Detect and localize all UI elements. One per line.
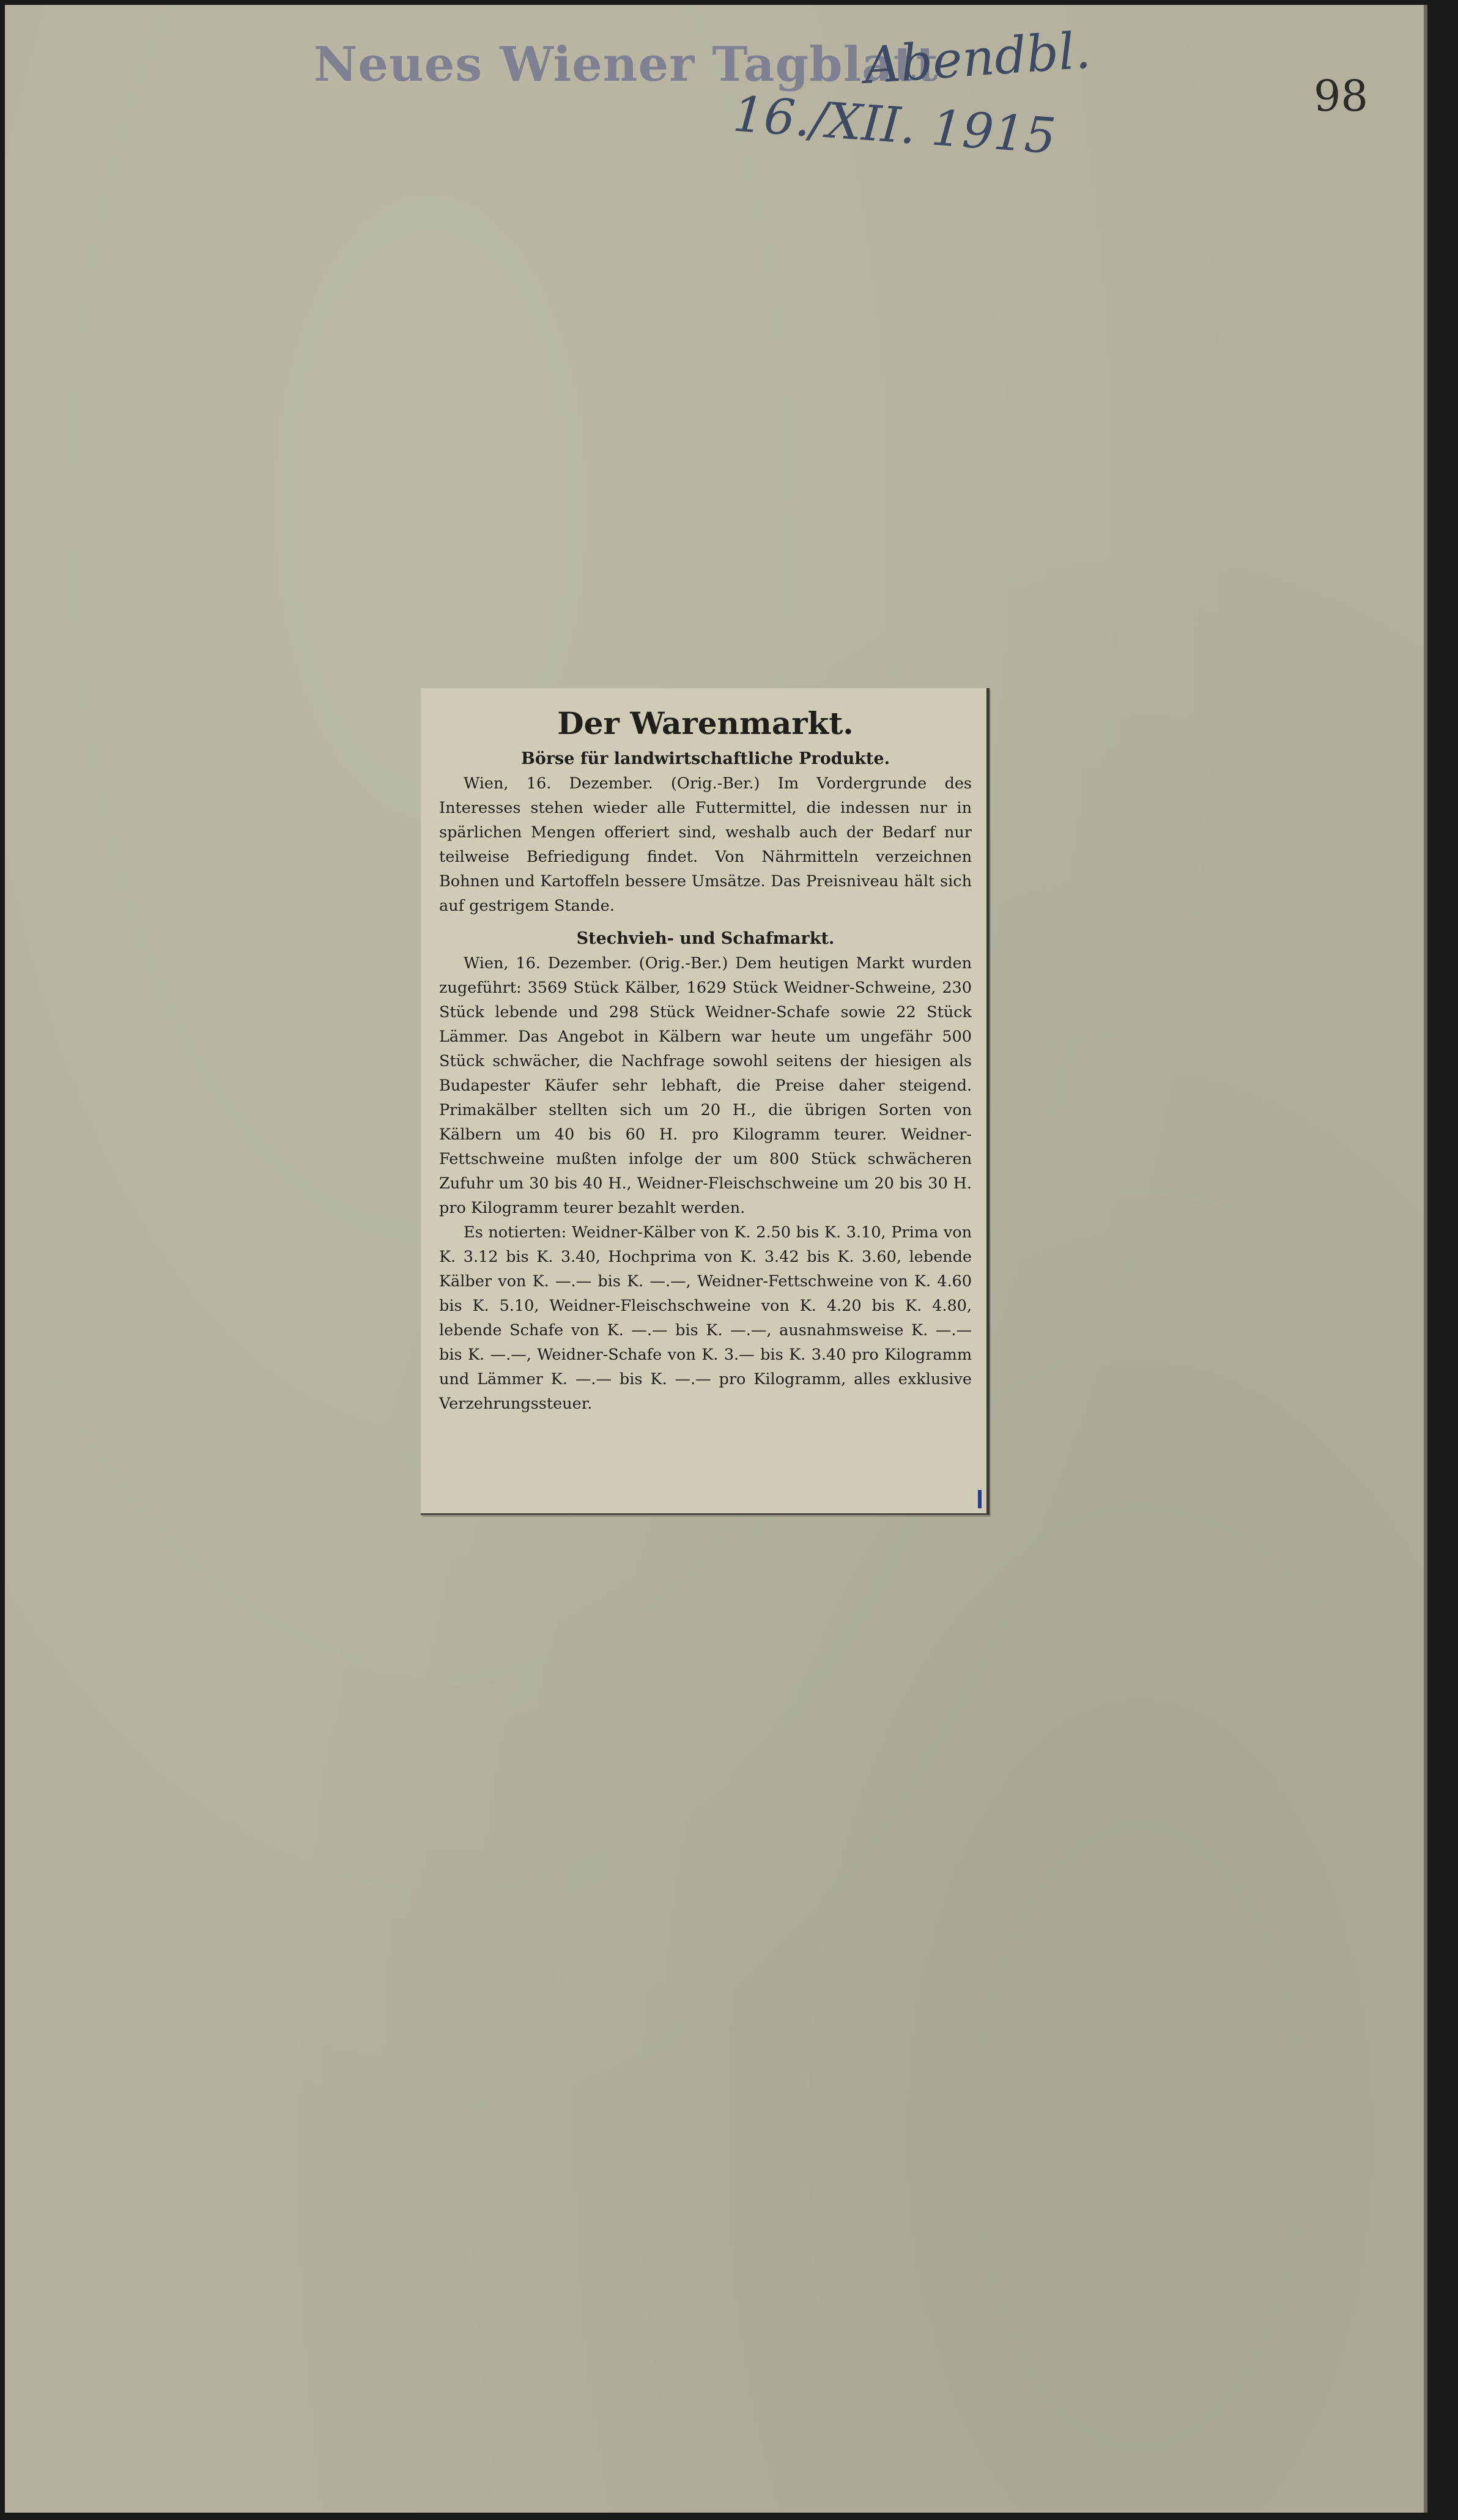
section-heading-boerse: Börse für landwirtschaftliche Produkte. <box>521 749 890 768</box>
clipping-title: Der Warenmarkt. <box>557 705 854 741</box>
handwritten-date-note: 16./XII. 1915 <box>731 85 1058 165</box>
newspaper-name-stamp: Neues Wiener Tagblatt <box>314 37 939 92</box>
section-price-quotes: Es notierten: Weidner-Kälber von K. 2.50 bis K. 3.10, Prima von K. 3.12 bis K. 3.40, Hochprima von K. 3.42 bis K. 3.60, lebende Kälber von K. —.— bis K. —.—, Weidner-Fettschweine von K. 4.60 bis K. 5.10, Weidner-Fleischschweine von K. 4.20 bis K. 4.80, lebende Schafe von K. —.— bis K. —.—, ausnahmsweise K. —.— bis K. —.—, Weidner-Schafe von K. 3.— bis K. 3.40 pro Kilogramm und Lämmer K. —.— bis K. —.— pro Kilogramm, alles exklusive Verzehrungssteuer. <box>439 1223 972 1413</box>
newspaper-clipping <box>421 688 990 1515</box>
archive-sheet <box>5 5 1427 2513</box>
handwritten-edition-note: Abendbl. <box>862 21 1093 95</box>
blue-ink-mark <box>978 1490 982 1508</box>
section-body-boerse: Wien, 16. Dezember. (Orig.-Ber.) Im Vordergrunde des Interesses stehen wieder alle Futtermittel, die indessen nur in spärlichen Mengen offeriert sind, weshalb auch der Bedarf nur teilweise Befriedigung findet. Von Nährmitteln verzeichnen Bohnen und Kartoffeln bessere Umsätze. Das Preisniveau hält sich auf gestrigem Stande. <box>439 774 972 915</box>
page-number: 98 <box>1314 71 1369 121</box>
section-heading-stechvieh: Stechvieh- und Schafmarkt. <box>576 929 835 948</box>
section-gap <box>439 918 972 927</box>
section-body-stechvieh: Wien, 16. Dezember. (Orig.-Ber.) Dem heutigen Markt wurden zugeführt: 3569 Stück Kälber, 1629 Stück Weidner-Schweine, 230 Stück lebende und 298 Stück Weidner-Schafe sowie 22 Stück Lämmer. Das Angebot in Kälbern war heute um ungefähr 500 Stück schwächer, die Nachfrage sowohl seitens der hiesigen als Budapester Käufer sehr lebhaft, die Preise daher steigend. Primakälber stellten sich um 20 H., die übrigen Sorten von Kälbern um 40 bis 60 H. pro Kilogramm teurer. Weidner-Fettschweine mußten infolge der um 800 Stück schwächeren Zufuhr um 30 bis 40 H., Weidner-Fleischschweine um 20 bis 30 H. pro Kilogramm teurer bezahlt werden. <box>439 954 972 1217</box>
